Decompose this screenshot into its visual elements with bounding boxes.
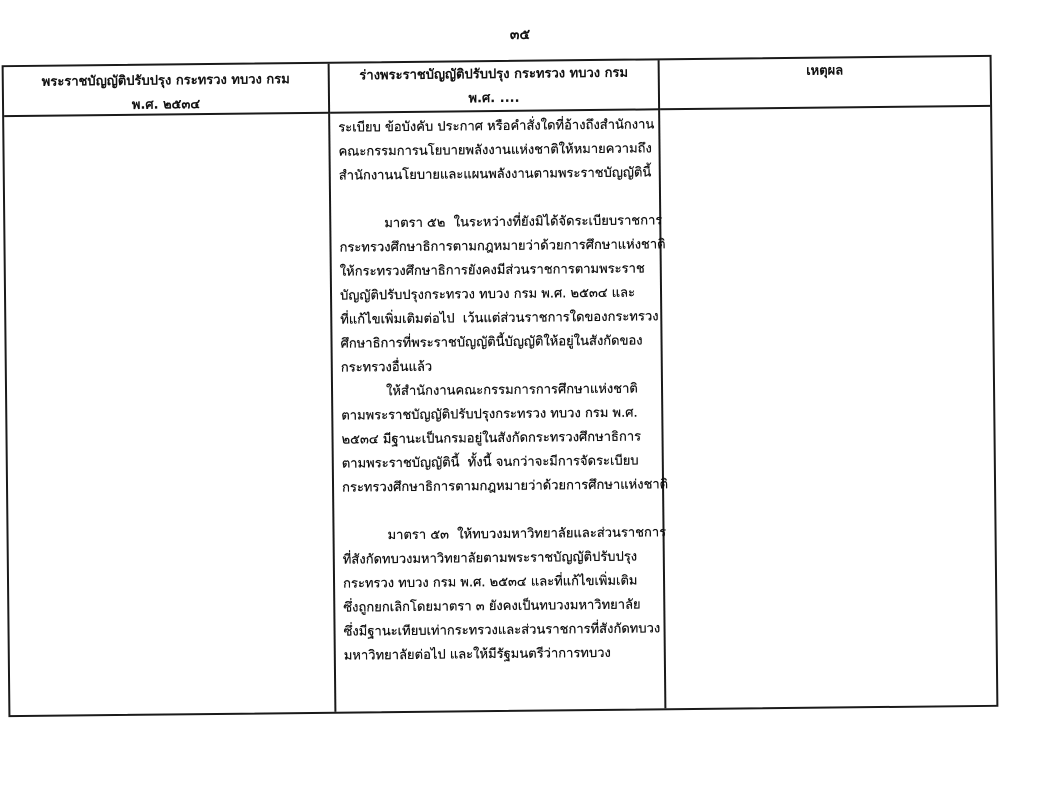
text-line: มาตรา ๕๒ ในระหว่างที่ยังมิได้จัดระเบียบราชการ: [384, 213, 663, 232]
text-line: กระทรวงศึกษาธิการตามกฎหมายว่าด้วยการศึกษาแห่งชาติ: [341, 477, 669, 496]
section-52-paragraph: [339, 209, 666, 380]
text-line: ตามพระราชบัญญัตินี้ ทั้งนี้ จนกว่าจะมีการจัดระเบียบ: [341, 453, 639, 472]
text-line: ที่แก้ไขเพิ่มเติมต่อไป เว้นแต่ส่วนราชการใดของกระทรวง: [340, 309, 659, 328]
comparison-table-grid: [4, 57, 997, 715]
header-reason-title: เหตุผล: [806, 63, 844, 79]
current-act-cell: [4, 114, 336, 715]
header-current-act-year: พ.ศ. ๒๕๓๔: [131, 97, 201, 113]
text-line: มาตรา ๕๓ ให้ทบวงมหาวิทยาลัยและส่วนราชการ: [387, 525, 667, 544]
header-current-act: [4, 64, 331, 117]
reason-cell: [660, 107, 996, 708]
definition-paragraph: [338, 113, 659, 188]
text-line: คณะกรรมการนโยบายพลังงานแห่งชาติให้หมายความถึง: [338, 141, 652, 160]
comparison-table: [2, 55, 999, 717]
text-line: ให้กระทรวงศึกษาธิการยังคงมีส่วนราชการตามพระราช: [339, 261, 645, 280]
section-52-second-paragraph: [341, 377, 669, 500]
text-line: มหาวิทยาลัยต่อไป และให้มีรัฐมนตรีว่าการทบวง: [343, 645, 611, 664]
text-line: กระทรวงอื่นแล้ว: [340, 359, 433, 376]
text-line: กระทรวง ทบวง กรม พ.ศ. ๒๕๓๔ และที่แก้ไขเพิ่มเติม: [342, 573, 638, 592]
header-current-act-title: พระราชบัญญัติปรับปรุง กระทรวง ทบวง กรม: [41, 72, 290, 90]
text-line: ที่สังกัดทบวงมหาวิทยาลัยตามพระราชบัญญัติปรับปรุง: [342, 549, 638, 568]
section-53-paragraph: [342, 521, 667, 668]
page-number: ๓๕: [509, 27, 531, 43]
text-line: ให้สำนักงานคณะกรรมการการศึกษาแห่งชาติ: [385, 381, 638, 400]
text-line: ซึ่งมีฐานะเทียบเท่ากระทรวงและส่วนราชการที่สังกัดทบวง: [343, 621, 661, 640]
draft-act-cell: [330, 110, 669, 711]
text-line: สำนักงานนโยบายและแผนพลังงานตามพระราชบัญญัตินี้: [338, 165, 652, 184]
text-line: บัญญัติปรับปรุงกระทรวง ทบวง กรม พ.ศ. ๒๕๓๔ และ: [339, 285, 636, 304]
draft-act-text: [330, 110, 669, 668]
text-line: ซึ่งถูกยกเลิกโดยมาตรา ๓ ยังคงเป็นทบวงมหาวิทยาลัย: [343, 597, 641, 616]
header-draft-act: [330, 60, 661, 113]
header-reason: [660, 57, 991, 110]
header-draft-act-title: ร่างพระราชบัญญัติปรับปรุง กระทรวง ทบวง กรม: [359, 65, 629, 84]
text-line: ๒๕๓๔ มีฐานะเป็นกรมอยู่ในสังกัดกระทรวงศึกษาธิการ: [341, 429, 642, 448]
text-line: ศึกษาธิการที่พระราชบัญญัตินี้บัญญัติให้อยู่ในสังกัดของ: [340, 333, 643, 352]
text-line: กระทรวงศึกษาธิการตามกฎหมายว่าด้วยการศึกษาแห่งชาติ: [339, 237, 666, 256]
header-draft-act-year: พ.ศ. ....: [468, 90, 520, 107]
text-line: ตามพระราชบัญญัติปรับปรุงกระทรวง ทบวง กรม พ.ศ.: [341, 405, 638, 424]
text-line: ระเบียบ ข้อบังคับ ประกาศ หรือคำสั่งใดที่อ้างถึงสำนักงาน: [338, 117, 655, 136]
